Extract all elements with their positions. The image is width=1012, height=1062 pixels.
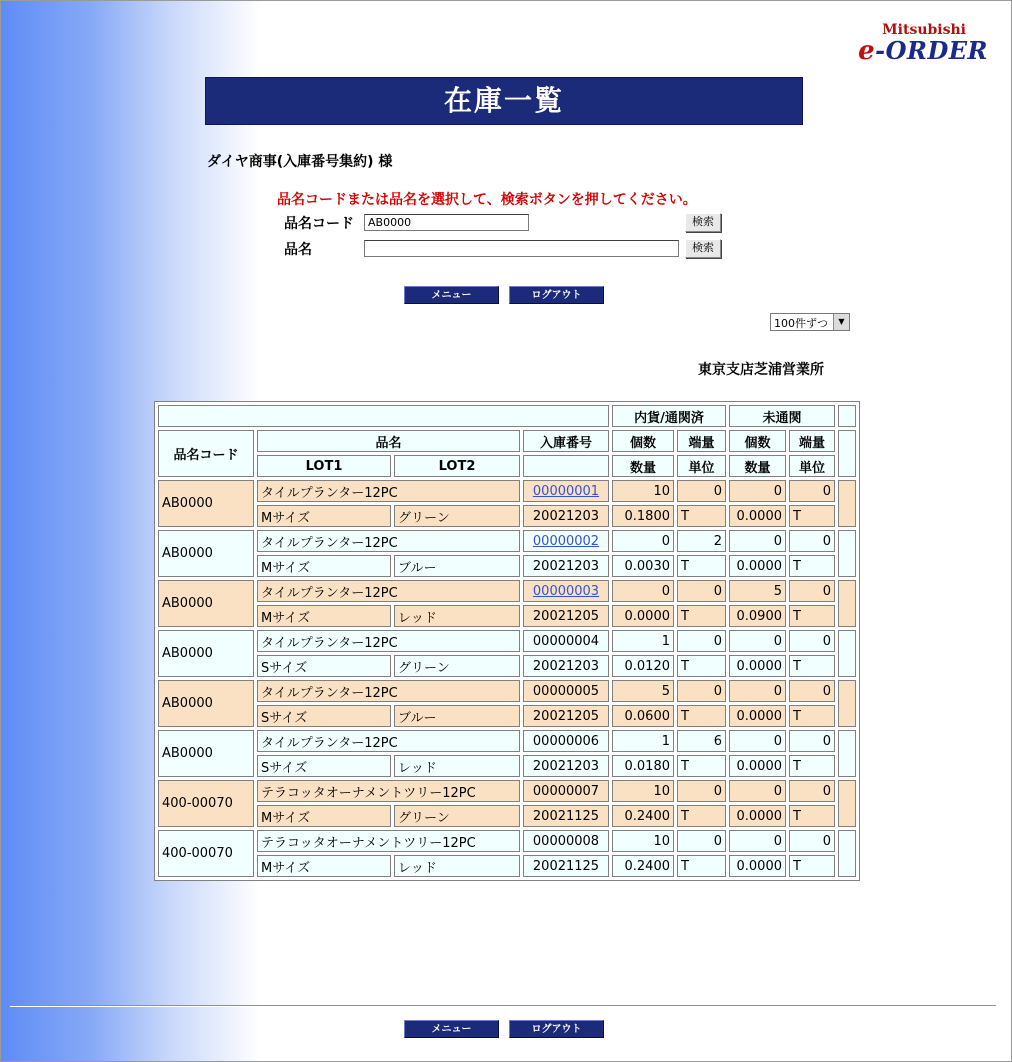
branch-name: 東京支店芝浦営業所 xyxy=(698,362,824,378)
not-cleared-pieces: 5 xyxy=(729,580,786,602)
header-code: 品名コード xyxy=(158,430,254,477)
header-blank xyxy=(158,405,609,427)
footer-logout-button[interactable]: ログアウト xyxy=(509,1020,604,1038)
domestic-fraction: 6 xyxy=(677,730,726,752)
table-row-detail xyxy=(158,705,856,727)
domestic-quantity: 0.0180 xyxy=(612,755,674,777)
receipt-date: 20021203 xyxy=(523,655,609,677)
lot2-value: レッド xyxy=(394,755,520,777)
lot1-value: Mサイズ xyxy=(257,805,391,827)
item-code: AB0000 xyxy=(158,730,254,777)
lot-number-cell: 00000006 xyxy=(523,730,609,752)
not-cleared-unit: T xyxy=(789,555,835,577)
menu-button[interactable]: メニュー xyxy=(404,286,499,304)
domestic-fraction: 0 xyxy=(677,830,726,852)
header-n-pieces: 個数 xyxy=(729,430,786,452)
receipt-date: 20021205 xyxy=(523,705,609,727)
item-code: AB0000 xyxy=(158,630,254,677)
not-cleared-fraction: 0 xyxy=(789,730,835,752)
lot-number-cell: 00000004 xyxy=(523,630,609,652)
header-domestic: 内貨/通関済 xyxy=(612,405,726,427)
header-name: 品名 xyxy=(257,430,520,452)
header-n-quantity: 数量 xyxy=(729,455,786,477)
name-search-button[interactable]: 検索 xyxy=(685,239,721,258)
not-cleared-unit: T xyxy=(789,505,835,527)
page-title: 在庫一覧 xyxy=(205,77,803,125)
logo-order: -ORDER xyxy=(875,36,988,65)
domestic-quantity: 0.0120 xyxy=(612,655,674,677)
domestic-unit: T xyxy=(677,605,726,627)
code-search-button[interactable]: 検索 xyxy=(685,213,721,232)
item-name: タイルプランター12PC xyxy=(257,480,520,502)
item-code: AB0000 xyxy=(158,680,254,727)
not-cleared-unit: T xyxy=(789,705,835,727)
lot1-value: Mサイズ xyxy=(257,505,391,527)
table-row-detail xyxy=(158,655,856,677)
lot1-value: Mサイズ xyxy=(257,555,391,577)
code-label: 品名コード xyxy=(284,216,354,232)
header-not-cleared: 未通関 xyxy=(729,405,835,427)
lot-number-cell xyxy=(523,530,609,552)
domestic-quantity: 0.1800 xyxy=(612,505,674,527)
table-row xyxy=(158,730,856,752)
not-cleared-pieces: 0 xyxy=(729,630,786,652)
lot-number-cell xyxy=(523,480,609,502)
header-end xyxy=(838,430,856,477)
header-d-unit: 単位 xyxy=(677,455,726,477)
row-end-cell xyxy=(838,730,856,777)
not-cleared-fraction: 0 xyxy=(789,530,835,552)
not-cleared-fraction: 0 xyxy=(789,480,835,502)
lot2-value: レッド xyxy=(394,605,520,627)
receipt-date: 20021203 xyxy=(523,505,609,527)
not-cleared-unit: T xyxy=(789,805,835,827)
table-row xyxy=(158,680,856,702)
inventory-table xyxy=(154,401,860,881)
row-end-cell xyxy=(838,830,856,877)
lot2-value: ブルー xyxy=(394,555,520,577)
domestic-quantity: 0.0000 xyxy=(612,605,674,627)
not-cleared-pieces: 0 xyxy=(729,730,786,752)
receipt-date: 20021203 xyxy=(523,755,609,777)
item-name: タイルプランター12PC xyxy=(257,630,520,652)
not-cleared-pieces: 0 xyxy=(729,680,786,702)
not-cleared-pieces: 0 xyxy=(729,830,786,852)
header-d-pieces: 個数 xyxy=(612,430,674,452)
table-row xyxy=(158,830,856,852)
domestic-quantity: 0.2400 xyxy=(612,855,674,877)
domestic-pieces: 0 xyxy=(612,530,674,552)
not-cleared-pieces: 0 xyxy=(729,780,786,802)
lot2-value: グリーン xyxy=(394,805,520,827)
table-row xyxy=(158,530,856,552)
not-cleared-unit: T xyxy=(789,755,835,777)
header-lot-no: 入庫番号 xyxy=(523,430,609,452)
header-end xyxy=(838,405,856,427)
domestic-unit: T xyxy=(677,855,726,877)
not-cleared-quantity: 0.0000 xyxy=(729,755,786,777)
not-cleared-fraction: 0 xyxy=(789,580,835,602)
header-n-unit: 単位 xyxy=(789,455,835,477)
not-cleared-quantity: 0.0000 xyxy=(729,555,786,577)
domestic-pieces: 5 xyxy=(612,680,674,702)
footer-divider xyxy=(10,1005,996,1007)
table-row xyxy=(158,580,856,602)
receipt-date: 20021125 xyxy=(523,805,609,827)
name-label: 品名 xyxy=(284,242,312,258)
item-code: 400-00070 xyxy=(158,830,254,877)
not-cleared-quantity: 0.0000 xyxy=(729,505,786,527)
lot1-value: Mサイズ xyxy=(257,605,391,627)
row-end-cell xyxy=(838,630,856,677)
domestic-pieces: 0 xyxy=(612,580,674,602)
domestic-fraction: 0 xyxy=(677,680,726,702)
receipt-date: 20021205 xyxy=(523,605,609,627)
not-cleared-unit: T xyxy=(789,605,835,627)
item-name: タイルプランター12PC xyxy=(257,530,520,552)
domestic-unit: T xyxy=(677,555,726,577)
lot2-value: グリーン xyxy=(394,655,520,677)
search-instruction: 品名コードまたは品名を選択して、検索ボタンを押してください。 xyxy=(277,192,697,208)
logo-brand: Mitsubishi xyxy=(882,22,966,38)
not-cleared-fraction: 0 xyxy=(789,830,835,852)
not-cleared-quantity: 0.0000 xyxy=(729,805,786,827)
domestic-fraction: 2 xyxy=(677,530,726,552)
header-n-fraction: 端量 xyxy=(789,430,835,452)
domestic-unit: T xyxy=(677,805,726,827)
item-name: タイルプランター12PC xyxy=(257,680,520,702)
lot1-value: Sサイズ xyxy=(257,755,391,777)
item-name: タイルプランター12PC xyxy=(257,730,520,752)
table-row-detail xyxy=(158,855,856,877)
lot1-value: Mサイズ xyxy=(257,855,391,877)
item-code: AB0000 xyxy=(158,480,254,527)
mitsubishi-eorder-logo xyxy=(858,22,988,66)
header-date-blank xyxy=(523,455,609,477)
lot-number-cell: 00000008 xyxy=(523,830,609,852)
table-row xyxy=(158,780,856,802)
domestic-quantity: 0.0600 xyxy=(612,705,674,727)
not-cleared-unit: T xyxy=(789,855,835,877)
domestic-pieces: 10 xyxy=(612,780,674,802)
lot-number-link[interactable]: 00000003 xyxy=(532,583,600,599)
logo-product xyxy=(858,36,988,66)
item-code: AB0000 xyxy=(158,580,254,627)
name-input[interactable] xyxy=(364,240,679,257)
customer-name: ダイヤ商事(入庫番号集約) 様 xyxy=(207,154,393,170)
lot-number-cell: 00000007 xyxy=(523,780,609,802)
item-name: テラコッタオーナメントツリー12PC xyxy=(257,780,520,802)
domestic-fraction: 0 xyxy=(677,480,726,502)
domestic-quantity: 0.2400 xyxy=(612,805,674,827)
domestic-pieces: 10 xyxy=(612,480,674,502)
item-code: AB0000 xyxy=(158,530,254,577)
lot-number-cell: 00000005 xyxy=(523,680,609,702)
domestic-pieces: 10 xyxy=(612,830,674,852)
receipt-date: 20021125 xyxy=(523,855,609,877)
domestic-pieces: 1 xyxy=(612,630,674,652)
lot2-value: ブルー xyxy=(394,705,520,727)
lot1-value: Sサイズ xyxy=(257,655,391,677)
table-row-detail xyxy=(158,555,856,577)
logo-e: e xyxy=(858,36,876,66)
not-cleared-quantity: 0.0900 xyxy=(729,605,786,627)
not-cleared-pieces: 0 xyxy=(729,530,786,552)
lot2-value: レッド xyxy=(394,855,520,877)
not-cleared-quantity: 0.0000 xyxy=(729,705,786,727)
table-row xyxy=(158,480,856,502)
header-lot2: LOT2 xyxy=(394,455,520,477)
domestic-fraction: 0 xyxy=(677,780,726,802)
table-row xyxy=(158,630,856,652)
lot1-value: Sサイズ xyxy=(257,705,391,727)
table-row-detail xyxy=(158,755,856,777)
not-cleared-quantity: 0.0000 xyxy=(729,855,786,877)
domestic-pieces: 1 xyxy=(612,730,674,752)
chevron-down-icon[interactable]: ▼ xyxy=(833,314,849,330)
domestic-unit: T xyxy=(677,655,726,677)
item-name: タイルプランター12PC xyxy=(257,580,520,602)
not-cleared-fraction: 0 xyxy=(789,680,835,702)
not-cleared-quantity: 0.0000 xyxy=(729,655,786,677)
lot-number-cell xyxy=(523,580,609,602)
code-input[interactable] xyxy=(364,214,529,231)
item-name: テラコッタオーナメントツリー12PC xyxy=(257,830,520,852)
not-cleared-unit: T xyxy=(789,655,835,677)
row-end-cell xyxy=(838,580,856,627)
table-row-detail xyxy=(158,805,856,827)
domestic-unit: T xyxy=(677,705,726,727)
lot-number-link[interactable]: 00000001 xyxy=(532,483,600,499)
table-row-detail xyxy=(158,605,856,627)
table-row-detail xyxy=(158,505,856,527)
page-size-value: 100件ずつ xyxy=(774,317,828,330)
receipt-date: 20021203 xyxy=(523,555,609,577)
header-d-quantity: 数量 xyxy=(612,455,674,477)
lot-number-link[interactable]: 00000002 xyxy=(532,533,600,549)
row-end-cell xyxy=(838,780,856,827)
row-end-cell xyxy=(838,480,856,527)
lot2-value: グリーン xyxy=(394,505,520,527)
row-end-cell xyxy=(838,530,856,577)
item-code: 400-00070 xyxy=(158,780,254,827)
not-cleared-fraction: 0 xyxy=(789,780,835,802)
header-d-fraction: 端量 xyxy=(677,430,726,452)
domestic-quantity: 0.0030 xyxy=(612,555,674,577)
domestic-fraction: 0 xyxy=(677,580,726,602)
row-end-cell xyxy=(838,680,856,727)
domestic-fraction: 0 xyxy=(677,630,726,652)
page-size-select[interactable] xyxy=(770,313,850,331)
not-cleared-fraction: 0 xyxy=(789,630,835,652)
footer-menu-button[interactable]: メニュー xyxy=(404,1020,499,1038)
domestic-unit: T xyxy=(677,755,726,777)
header-lot1: LOT1 xyxy=(257,455,391,477)
domestic-unit: T xyxy=(677,505,726,527)
not-cleared-pieces: 0 xyxy=(729,480,786,502)
logout-button[interactable]: ログアウト xyxy=(509,286,604,304)
